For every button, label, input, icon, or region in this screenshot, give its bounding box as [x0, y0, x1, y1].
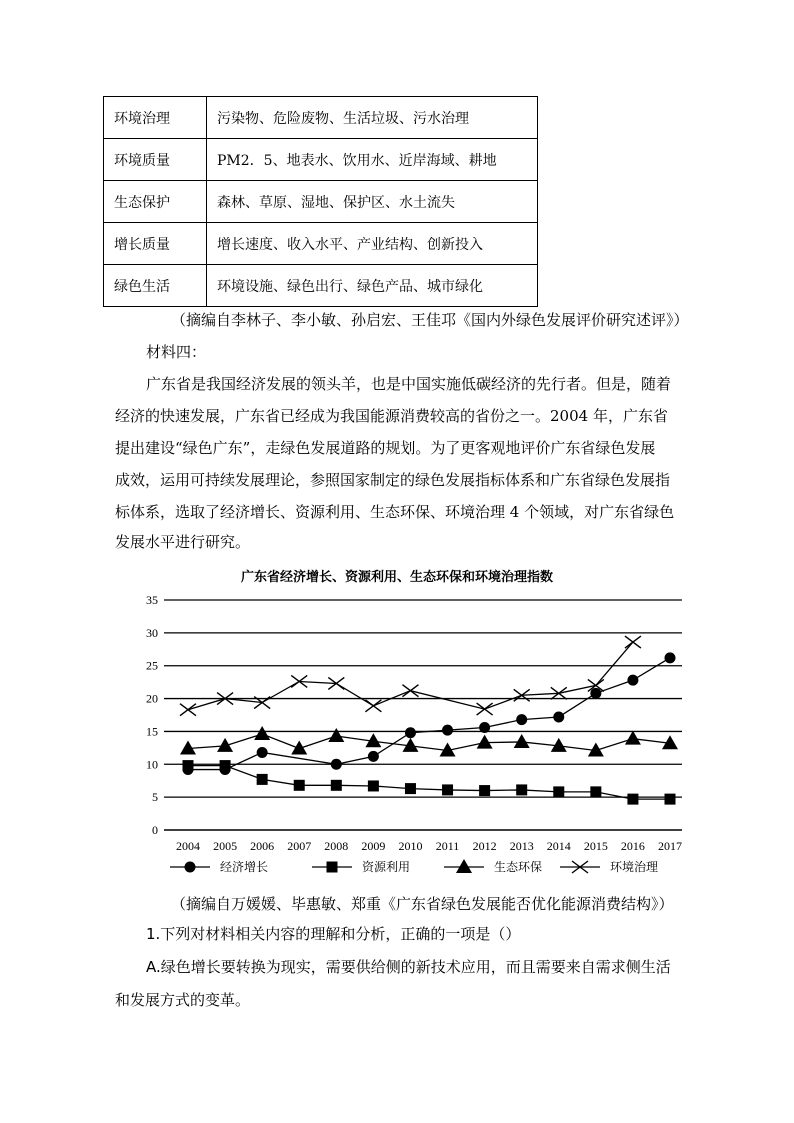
x-tick-label: 2014: [546, 839, 571, 853]
y-tick-label: 15: [146, 724, 158, 739]
legend-item: [312, 859, 410, 874]
table-cell-field: 生态保护: [104, 181, 207, 223]
data-point-circle: [257, 747, 268, 758]
data-point-circle: [368, 751, 379, 762]
data-point-square: [516, 784, 527, 795]
x-tick-label: 2004: [176, 839, 200, 853]
paragraph-line: 经济的快速发展，广东省已经成为我国能源消费较高的省份之一。2004 年，广东省: [115, 407, 668, 425]
legend-item: [444, 859, 542, 874]
line-chart: [130, 588, 700, 888]
table-cell-field: 环境质量: [104, 139, 207, 181]
data-point-x: [365, 700, 381, 712]
legend-item: [170, 859, 268, 874]
data-point-circle: [627, 675, 638, 686]
legend-label: 生态环保: [494, 860, 543, 874]
data-point-triangle: [254, 726, 270, 740]
x-tick-label: 2010: [398, 839, 423, 853]
data-point-square: [405, 783, 416, 794]
paragraph-line: 标体系，选取了经济增长、资源利用、生态环保、环境治理 4 个领域，对广东省绿色: [115, 503, 675, 521]
data-point-square: [553, 786, 564, 797]
data-point-square: [665, 794, 676, 805]
table-cell-field: 环境治理: [104, 97, 207, 139]
table-cell-field: 增长质量: [104, 223, 207, 265]
data-point-triangle: [514, 734, 530, 748]
paragraph-line: 发展水平进行研究。: [115, 533, 251, 551]
data-point-triangle: [291, 741, 307, 755]
data-point-circle: [442, 725, 453, 736]
legend-label: 经济增长: [220, 860, 269, 874]
table-row: [104, 181, 538, 223]
y-tick-label: 20: [146, 691, 158, 706]
data-point-circle: [553, 711, 564, 722]
paragraph-line: 广东省是我国经济发展的领头羊，也是中国实施低碳经济的先行者。但是，随着: [146, 375, 672, 393]
data-point-triangle: [456, 859, 472, 873]
paragraph-line: 成效，运用可持续发展理论，参照国家制定的绿色发展指标体系和广东省绿色发展指: [115, 471, 671, 489]
x-tick-label: 2005: [213, 839, 238, 853]
data-point-square: [220, 760, 231, 771]
table-cell-content: 环境设施、绿色出行、绿色产品、城市绿化: [207, 265, 538, 307]
data-point-circle: [479, 722, 490, 733]
y-tick-label: 5: [152, 790, 158, 805]
x-tick-label: 2016: [620, 839, 645, 853]
legend-item: [560, 859, 658, 874]
series-square: [183, 760, 676, 805]
data-point-triangle: [328, 728, 344, 742]
x-tick-label: 2011: [435, 839, 460, 853]
data-point-square: [327, 862, 338, 873]
data-point-square: [590, 786, 601, 797]
data-point-square: [294, 780, 305, 791]
legend-label: 环境治理: [610, 860, 659, 874]
series-triangle: [180, 726, 678, 756]
question-stem: 1.下列对材料相关内容的理解和分析，正确的一项是（）: [146, 925, 521, 943]
data-point-square: [442, 784, 453, 795]
table-cell-content: 污染物、危险废物、生活垃圾、污水治理: [207, 97, 538, 139]
x-tick-label: 2017: [658, 839, 682, 853]
data-point-square: [368, 780, 379, 791]
table-row: [104, 223, 538, 265]
x-tick-label: 2012: [472, 839, 497, 853]
table-cell-content: 增长速度、收入水平、产业结构、创新投入: [207, 223, 538, 265]
x-tick-label: 2007: [287, 839, 312, 853]
data-point-x: [477, 703, 493, 715]
citation-1: （摘编自李林子、李小敏、孙启宏、王佳邛《国内外绿色发展评价研究述评》）: [171, 311, 689, 329]
x-tick-label: 2009: [361, 839, 386, 853]
y-tick-label: 35: [146, 593, 158, 607]
table-cell-field: 绿色生活: [104, 265, 207, 307]
data-point-square: [627, 794, 638, 805]
data-point-square: [331, 780, 342, 791]
data-point-triangle: [625, 731, 641, 745]
data-point-x: [402, 685, 418, 697]
y-tick-label: 30: [146, 625, 158, 640]
x-tick-label: 2008: [324, 839, 349, 853]
data-point-circle: [665, 652, 676, 663]
table-cell-content: 森林、草原、湿地、保护区、水土流失: [207, 181, 538, 223]
data-point-x: [180, 704, 196, 716]
table-row: [104, 139, 538, 181]
data-point-triangle: [477, 735, 493, 749]
data-point-square: [479, 785, 490, 796]
data-point-square: [183, 760, 194, 771]
data-point-circle: [405, 727, 416, 738]
paragraph-line: 提出建设“绿色广东”，走绿色发展道路的规划。为了更客观地评价广东省绿色发展: [115, 439, 656, 457]
y-tick-label: 10: [146, 757, 158, 772]
option-a-line-1: A.绿色增长要转换为现实，需要供给侧的新技术应用，而且需要来自需求侧生活: [146, 958, 671, 976]
table-row: [104, 97, 538, 139]
material4-heading: 材料四：: [146, 343, 207, 361]
x-tick-label: 2013: [509, 839, 534, 853]
data-point-circle: [590, 688, 601, 699]
data-point-circle: [331, 759, 342, 770]
indicator-table: [103, 96, 538, 307]
option-a-line-2: 和发展方式的变革。: [115, 991, 251, 1009]
x-tick-label: 2006: [250, 839, 275, 853]
series-x: [180, 636, 641, 716]
data-point-circle: [185, 862, 196, 873]
data-point-circle: [516, 714, 527, 725]
y-tick-label: 25: [146, 658, 158, 673]
legend-label: 资源利用: [362, 860, 411, 874]
y-tick-label: 0: [152, 823, 158, 837]
citation-2: （摘编自万媛媛、毕惠敏、郑重《广东省绿色发展能否优化能源消费结构》）: [171, 895, 674, 913]
chart-title: 广东省经济增长、资源利用、生态环保和环境治理指数: [240, 570, 553, 585]
data-point-triangle: [217, 738, 233, 752]
x-tick-label: 2015: [583, 839, 608, 853]
table-cell-content: PM2．5、地表水、饮用水、近岸海域、耕地: [207, 139, 538, 181]
data-point-x: [625, 636, 641, 648]
data-point-square: [257, 774, 268, 785]
table-row: [104, 265, 538, 307]
series-circle: [183, 652, 676, 775]
